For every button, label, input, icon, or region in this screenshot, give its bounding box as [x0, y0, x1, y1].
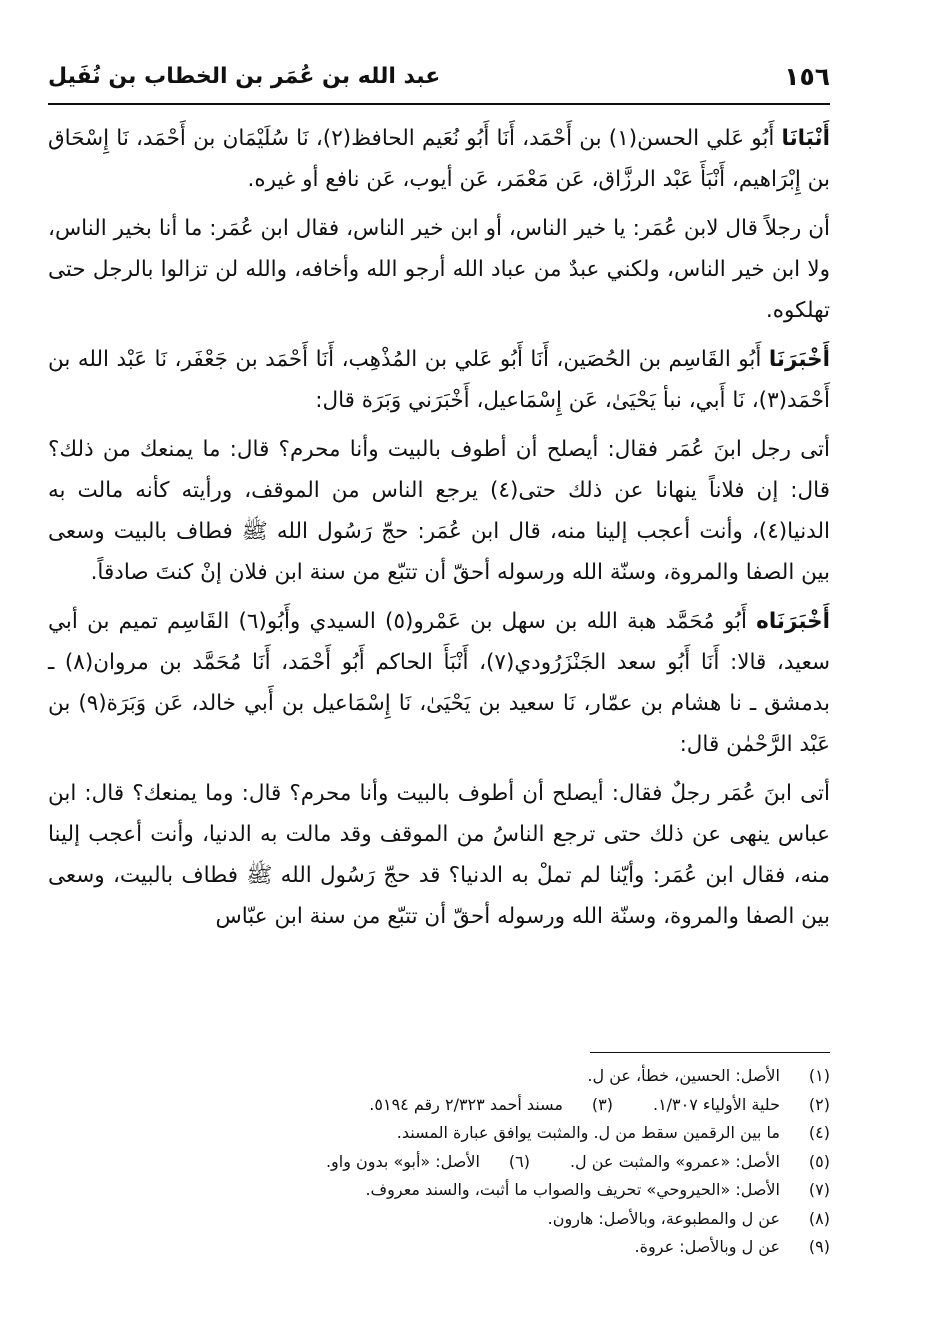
paragraph-text: أَبُو مُحَمَّد هبة الله بن سهل بن عَمْرو(٥) السيدي وأَبُو(٦) القَاسِم تميم بن أبي سعيد، قالا: أَنَا أَبُو سعد الجَنْزَرُودي(٧)، أَنْبَأَ الحاكم أَبُو أَحْمَد، أَنَا مُحَمَّد بن مروان(٨) ـ بدمشق ـ نا هشام بن عمّار، نَا سعيد بن يَحْيَىٰ، نَا إِسْمَاعيل بن أَبي خالد، عَن وَبَرَة(٩) بن عَبْد الرَّحْمٰن قال: [48, 609, 830, 757]
paragraph-4 [48, 429, 830, 593]
footnote-number: (٦) [508, 1151, 530, 1171]
footnote-text: الأصل: الحسين، خطأ، عن ل. [587, 1066, 780, 1085]
isnad-lead: أَخْبَرَنَاه [756, 609, 831, 634]
header-rule [48, 103, 830, 105]
footnote-text: حلية الأولياء ١/٣٠٧. [652, 1094, 780, 1114]
footnote-gap [530, 1148, 570, 1177]
main-text [48, 118, 830, 945]
paragraph-text: أن رجلاً قال لابن عُمَر: يا خير الناس، أو ابن خير الناس، فقال ابن عُمَر: ما أنا بخير الناس، ولا ابن خير الناس، ولكني عبدٌ من عباد الله أرجو الله وأخافه، والله لن تزالوا بالرجل حتى تهلكوه. [48, 216, 830, 323]
footnote-text: الأصل: «عمرو» والمثبت عن ل. [569, 1151, 780, 1171]
footnote-number: (٨) [808, 1208, 830, 1228]
footnote-text: عن ل وبالأصل: عروة. [634, 1237, 780, 1256]
footnote-number: (١) [808, 1066, 830, 1085]
footnote [130, 1205, 830, 1234]
footnote [130, 1176, 830, 1205]
footnote-number: (٩) [808, 1237, 830, 1256]
footnote-number: (٥) [808, 1151, 830, 1171]
footnote-text: الأصل: «الحيروحي» تحريف والصواب ما أثبت، والسند معروف. [365, 1180, 780, 1199]
paragraph-2 [48, 208, 830, 331]
footnote-number: (٣) [591, 1094, 613, 1114]
footnote-text: عن ل والمطبوعة، وبالأصل: هارون. [547, 1208, 780, 1228]
footnote [130, 1062, 830, 1091]
footnote [130, 1233, 830, 1262]
page-number: ١٥٦ [784, 62, 830, 91]
footnote-rule [590, 1052, 830, 1053]
running-title: عبد الله بن عُمَر بن الخطاب بن نُفَيل [48, 64, 441, 89]
paragraph-5 [48, 601, 830, 765]
footnote-number: (٧) [808, 1180, 830, 1199]
footnote-number: (٤) [808, 1123, 830, 1142]
paragraph-text: أَبُو عَلي الحسن(١) بن أَحْمَد، أَنَا أَبُو نُعَيم الحافظ(٢)، نَا سُلَيْمَان بن أَحْمَد، نَا إِسْحَاق بن إِبْرَاهيم، أَنْبَأَ عَبْد الرزَّاق، عَن مَعْمَر، عَن أيوب، عَن نافع أو غيره. [48, 126, 830, 192]
footnote [130, 1091, 830, 1120]
footnote-gap [613, 1091, 653, 1120]
footnote-text: الأصل: «أبو» بدون واو. [325, 1151, 480, 1171]
paragraph-1 [48, 118, 830, 200]
paragraph-3 [48, 339, 830, 421]
paragraph-6 [48, 773, 830, 937]
footnote-text: مسند أحمد ٢/٣٢٣ رقم ٥١٩٤. [369, 1094, 563, 1114]
footnote-text: ما بين الرقمين سقط من ل. والمثبت يوافق عبارة المسند. [396, 1123, 780, 1142]
running-header [48, 62, 830, 102]
footnote-number: (٢) [808, 1094, 830, 1114]
isnad-lead: أَنْبَانَا [781, 126, 830, 151]
paragraph-text: أَبُو القَاسِم بن الحُصَين، أَنَا أَبُو عَلي بن المُذْهِب، أَنَا أَحْمَد بن جَعْفَر، نَا عَبْد الله بن أَحْمَد(٣)، نَا أَبي، نبأ يَحْيَىٰ، عَن إِسْمَاعيل، أَخْبَرَني وَبَرَة قال: [48, 347, 830, 413]
isnad-lead: أَخْبَرَنَا [768, 347, 830, 372]
footnote [130, 1119, 830, 1148]
paragraph-text: أتى رجل ابنَ عُمَر فقال: أيصلح أن أطوف بالبيت وأنا محرم؟ قال: ما يمنعك من ذلك؟ قال: إن فلاناً ينهانا عن ذلك حتى(٤) يرجع الناس من الموقف، ورأيته كأنه مالت به الدنيا(٤)، وأنت أعجب إلينا منه، قال ابن عُمَر: حجّ رَسُول الله ﷺ فطاف بالبيت وسعى بين الصفا والمروة، وسنّة الله ورسوله أحقّ أن تتبّع من سنة ابن فلان إنْ كنتَ صادقاً. [48, 437, 830, 585]
footnote [130, 1148, 830, 1177]
paragraph-text: أتى ابنَ عُمَر رجلٌ فقال: أيصلح أن أطوف بالبيت وأنا محرم؟ قال: وما يمنعك؟ قال: ابن عباس ينهى عن ذلك حتى ترجع الناسُ من الموقف وقد مالت به الدنيا، وأنت أعجب إلينا منه، فقال ابن عُمَر: وأيّنا لم تملْ به الدنيا؟ قد حجّ رَسُول الله ﷺ فطاف بالبيت، وسعى بين الصفا والمروة، وسنّة الله ورسوله أحقّ أن تتبّع من سنة ابن عبّاس [48, 781, 830, 929]
footnotes [130, 1062, 830, 1262]
